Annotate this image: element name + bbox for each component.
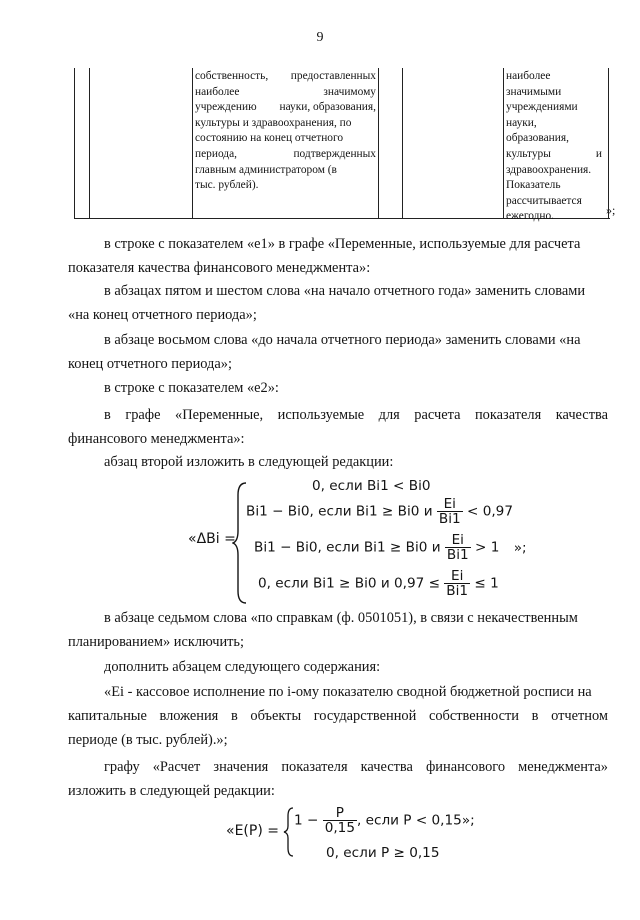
formula2-case2: 0, если P ≥ 0,15 (326, 845, 440, 861)
paragraph-e1: в строке с показателем «e1» в графе «Переменные, используемые для расчета показателя качества финансового менеджмента»: (68, 236, 581, 276)
table-cell-line: наиболее (506, 70, 551, 82)
formula2-lhs: «E(P) = (226, 823, 279, 839)
table-cell-line: периода, подтвержденных (195, 147, 376, 160)
formula1-case4: 0, если Bi1 ≥ Bi0 и 0,97 ≤ $\frac{Ei}{Bi1}$ ≤ 1 (258, 568, 499, 599)
formula1-case1: 0, если Bi1 < Bi0 (312, 478, 431, 494)
table-cell-line: собственность, предоставленных (195, 70, 376, 82)
table-cell-variables (195, 69, 376, 194)
table-cell-line: тыс. рублей). (195, 179, 259, 192)
table-cell-line: здравоохранения. (506, 163, 592, 176)
table-cell-line: значимыми (506, 85, 562, 98)
formula2-case1: 1 − $\frac{P}{0,15}$ , если P < 0,15»; (294, 805, 475, 836)
paragraph-abzac-7: в абзаце седьмом слова «по справкам (ф. 0501051), в связи с некачественным планированием» исключить; (68, 610, 578, 650)
justified-line: капитальные вложения в объекты государственной собственности в отчетном (68, 708, 608, 724)
paragraph-graph-calc: графу «Расчет значения показателя качества финансового менеджмента» изложить в следующей редакции: (68, 755, 608, 803)
table-cell-line: культуры и здравоохранения, по (195, 116, 352, 129)
table-cell-line: рассчитывается (506, 194, 582, 207)
table-closing-quote: »; (606, 203, 616, 217)
paragraph-abzac-5-6: в абзацах пятом и шестом слова «на начало отчетного года» заменить словами «на конец отчетного периода»; (68, 283, 586, 323)
paragraph-abzac-8: в абзаце восьмом слова «до начала отчетного периода» заменить словами «на конец отчетного периода»; (68, 332, 581, 372)
table-cell-line: Показатель (506, 179, 561, 192)
table-cell-line: образования, (506, 132, 569, 145)
table-cell-line: культуры и (506, 147, 602, 160)
table-cell-line: учреждениями (506, 101, 578, 114)
formula1-case3: Bi1 − Bi0, если Bi1 ≥ Bi0 и $\frac{Ei}{Bi1}$ > 1 »; (254, 532, 527, 563)
table-cell-line: ежегодно. (506, 210, 555, 223)
paragraph-e2: в строке с показателем «e2»: (104, 380, 279, 396)
justified-line: в графе «Переменные, используемые для расчета показателя качества (104, 407, 608, 423)
table-cell-line: состоянию на конец отчетного (195, 132, 344, 145)
paragraph-graph-variables: в графе «Переменные, используемые для расчета показателя качества финансового менеджмента»: (68, 403, 608, 451)
page-number: 9 (316, 30, 324, 45)
table-cell-line: науки, (506, 116, 537, 129)
formula1-case2: Bi1 − Bi0, если Bi1 ≥ Bi0 и $\frac{Ei}{Bi1}$ < 0,97 (246, 496, 513, 527)
justified-line: графу «Расчет значения показателя качества финансового менеджмента» (104, 759, 608, 775)
paragraph-abzac-2: абзац второй изложить в следующей редакции: (104, 454, 394, 470)
paragraph-dopolnit: дополнить абзацем следующего содержания: (104, 659, 381, 675)
table-cell-line: главным администратором (в (195, 163, 337, 176)
table-cell-line: наиболее значимому (195, 85, 376, 98)
table-fragment (74, 68, 610, 223)
table-cell-line: учреждению науки, образования, (195, 101, 376, 114)
formula1-lhs: «ΔBi = (188, 531, 236, 547)
paragraph-ei-definition: «Ei - кассовое исполнение по i-ому показателю сводной бюджетной росписи на капитальные вложения в объекты государственной собственности в отчетном периоде (в тыс. рублей).»; (68, 684, 608, 748)
table-cell-comment (506, 69, 602, 225)
